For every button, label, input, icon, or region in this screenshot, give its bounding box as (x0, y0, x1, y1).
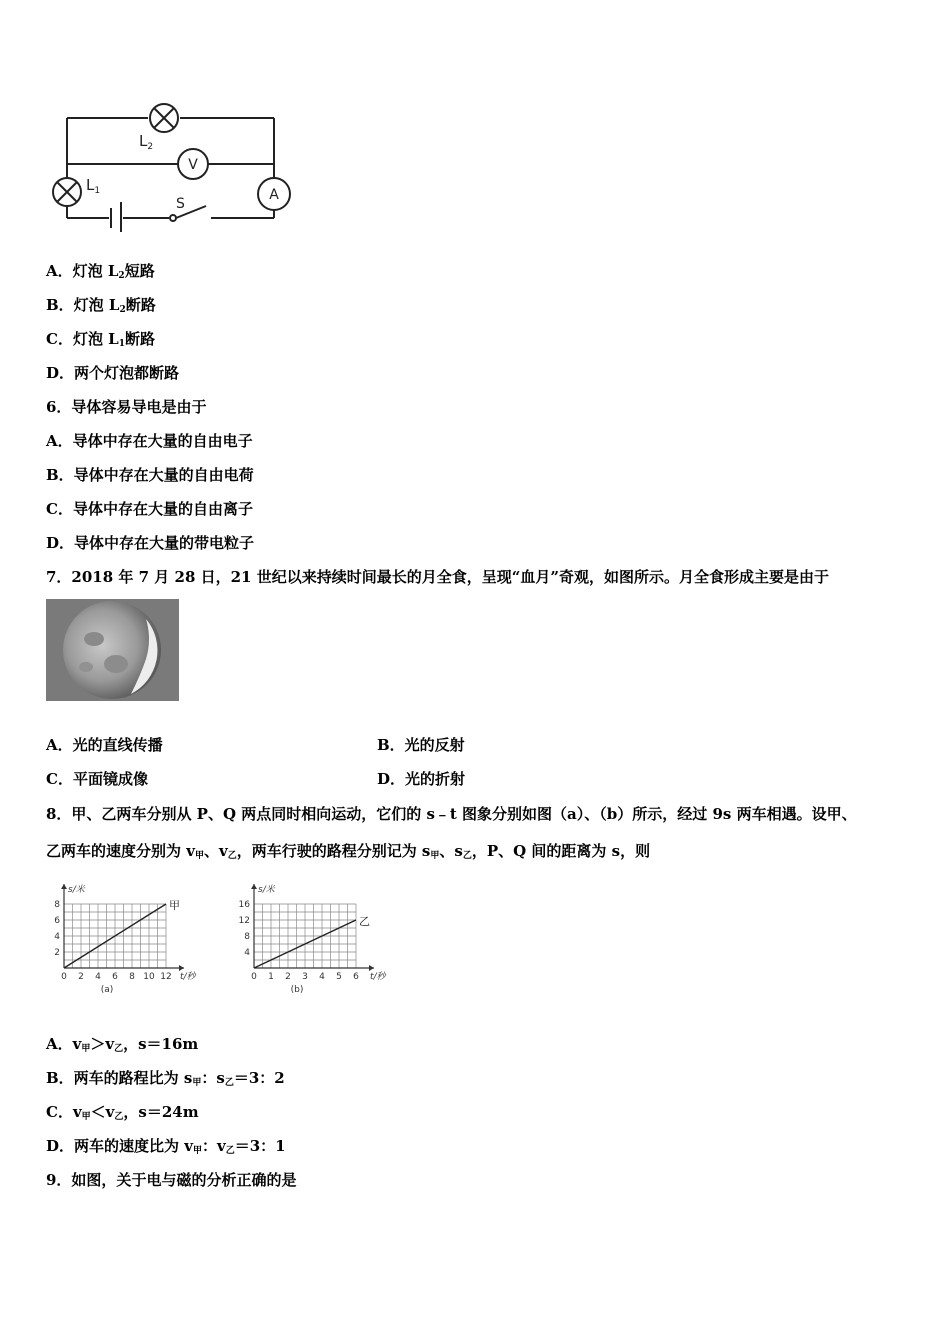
chart-a-y-tick-label: 4 (54, 932, 60, 942)
chart-a-x-tick-label: 0 (61, 972, 67, 982)
lamp-l1-icon (53, 178, 81, 206)
chart-b-caption: (b) (290, 985, 304, 995)
q7-option-b: B．光的反射 (377, 736, 465, 754)
chart-a-y-tick-label: 2 (54, 948, 60, 958)
chart-a-y-tick-label: 8 (54, 900, 60, 910)
switch-label: S (176, 196, 185, 212)
lamp-l2-icon (150, 104, 178, 132)
battery-icon (111, 202, 121, 232)
chart-b (236, 870, 406, 1000)
chart-a-series-label: 甲 (169, 899, 180, 912)
chart-b-y-axis-label: s/米 (258, 885, 275, 895)
q5-option-c: C．灯泡 $L_1$断路 (46, 330, 155, 349)
q7-option-d: D．光的折射 (377, 770, 466, 788)
chart-a-x-tick-label: 6 (112, 972, 118, 982)
q7-option-c: C．平面镜成像 (46, 770, 148, 788)
chart-a-y-tick-label: 6 (54, 916, 60, 926)
label-l2: $L_2$ (139, 132, 154, 152)
chart-b-x-tick-label: 0 (251, 972, 257, 982)
chart-b-x-axis-label: t/秒 (370, 972, 386, 982)
q7-stem: 7．2018 年 7 月 28 日，21 世纪以来持续时间最长的月全食，呈现“血月”奇观，如图所示。月全食形成主要是由于 (46, 568, 829, 586)
q8-option-b: B．两车的路程比为 $s_甲$：$s_乙=3$：2 (46, 1069, 285, 1088)
chart-a-x-tick-label: 4 (95, 972, 101, 982)
q8-stem-line1: 8．甲、乙两车分别从 P、Q 两点同时相向运动，它们的 s﹣t 图象分别如图（a）、（b）所示，经过 9s 两车相遇。设甲、 (46, 805, 857, 823)
chart-b-x-tick-label: 4 (319, 972, 325, 982)
chart-a-caption: (a) (100, 985, 114, 995)
q6-stem: 6．导体容易导电是由于 (46, 398, 207, 416)
chart-a-x-tick-label: 12 (160, 972, 172, 982)
chart-a-x-tick-label: 8 (129, 972, 135, 982)
q8-option-d: D．两车的速度比为 $v_甲$：$v_乙=3$：1 (46, 1137, 286, 1156)
q8-option-c: C．$v_甲<v_乙$，s＝24m (46, 1103, 199, 1122)
voltmeter-label: V (188, 157, 198, 173)
chart-a-y-arrow (61, 884, 67, 889)
q8-option-a: A．$v_甲>v_乙$，s＝16m (46, 1035, 199, 1054)
chart-b-x-tick-label: 5 (336, 972, 342, 982)
label-l1: $L_1$ (86, 176, 101, 196)
q5-option-d: D．两个灯泡都断路 (46, 364, 180, 382)
chart-a-x-tick-label: 2 (78, 972, 84, 982)
chart-a-x-axis-label: t/秒 (180, 972, 196, 982)
chart-b-x-tick-label: 6 (353, 972, 359, 982)
q7-option-a: A．光的直线传播 (46, 736, 163, 754)
chart-b-x-arrow (369, 965, 374, 971)
chart-a (46, 870, 216, 1000)
q5-option-a: A．灯泡 $L_2$短路 (46, 262, 155, 281)
chart-b-x-tick-label: 2 (285, 972, 291, 982)
q8-stem-line2: 乙两车的速度分别为 $v_甲$、$v_乙$，两车行驶的路程分别记为 $s_甲$、$s_乙$，P、Q 间的距离为 s，则 (46, 842, 651, 861)
q6-option-a: A．导体中存在大量的自由电子 (46, 432, 253, 450)
chart-b-x-tick-label: 3 (302, 972, 308, 982)
ammeter-label: A (269, 187, 279, 203)
chart-b-series-label: 乙 (359, 915, 370, 928)
q9-stem: 9．如图，关于电与磁的分析正确的是 (46, 1171, 297, 1189)
chart-a-x-tick-label: 10 (143, 972, 155, 982)
chart-b-y-tick-label: 16 (238, 900, 250, 910)
chart-a-x-arrow (179, 965, 184, 971)
q6-option-b: B．导体中存在大量的自由电荷 (46, 466, 254, 484)
moon-photo (46, 599, 179, 701)
chart-b-y-tick-label: 4 (244, 948, 250, 958)
chart-a-y-axis-label: s/米 (68, 885, 85, 895)
switch-icon (170, 215, 176, 221)
chart-b-y-tick-label: 12 (238, 916, 250, 926)
chart-b-y-tick-label: 8 (244, 932, 250, 942)
circuit-diagram (46, 98, 296, 233)
chart-b-y-arrow (251, 884, 257, 889)
q5-option-b: B．灯泡 $L_2$断路 (46, 296, 156, 315)
q6-option-d: D．导体中存在大量的带电粒子 (46, 534, 255, 552)
q6-option-c: C．导体中存在大量的自由离子 (46, 500, 253, 518)
chart-b-x-tick-label: 1 (268, 972, 274, 982)
